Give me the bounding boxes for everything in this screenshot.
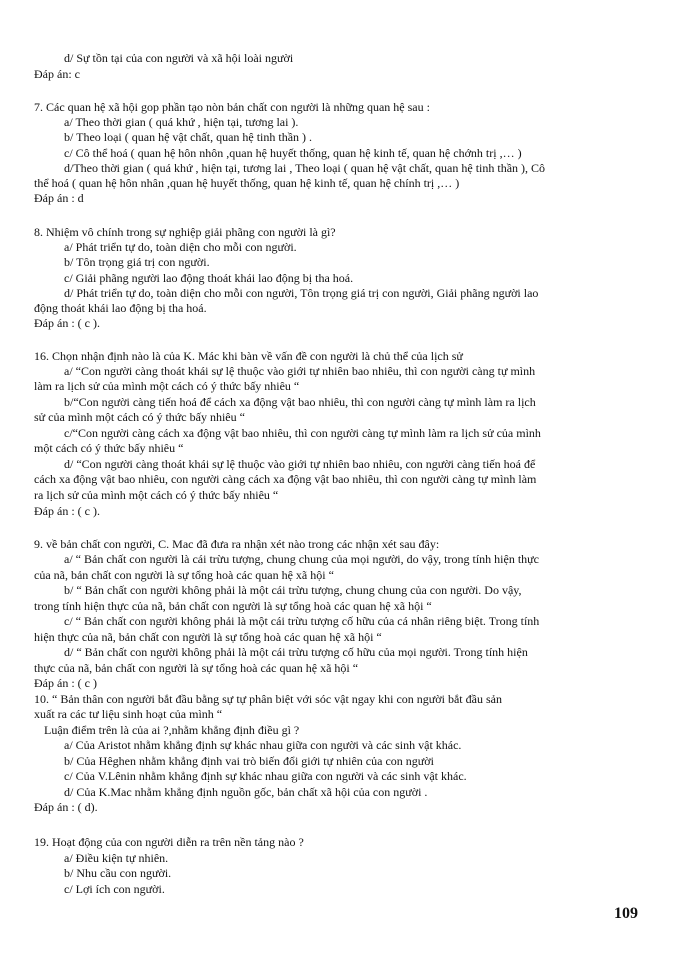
option-d: d/ Phát triển tự do, toàn diện cho mỗi con người, Tôn trọng giá trị con người, Giải phãng người lao: [64, 286, 539, 300]
question-19: 19. Hoạt động của con người diễn ra trên nền tảng nào ?: [34, 835, 304, 849]
option-b-cont: sử của mình một cách có ý thức bấy nhiêu “: [34, 410, 245, 424]
text-line: d/ Sự tồn tại của con người và xã hội loài người: [64, 51, 294, 65]
option-a: a/ Của Aristot nhằm khẳng định sự khác nhau giữa con người và các sinh vật khác.: [64, 738, 462, 752]
option-a: a/ “Con người càng thoát khái sự lệ thuộc vào giới tự nhiên bao nhiêu, thì con người càng tự mình: [64, 364, 536, 378]
answer-line: Đáp án: c: [34, 67, 80, 81]
option-c: c/ Giải phãng người lao động thoát khái lao động bị tha hoá.: [64, 271, 354, 285]
option-b: b/ Theo loại ( quan hệ vật chất, quan hệ tinh thần ) .: [64, 130, 313, 144]
option-d-cont: cách xa động vật bao nhiêu, con người càng cách xa động vật bao nhiêu, thì con người càng tự mình làm: [34, 472, 537, 486]
option-d: d/ “ Bản chất con người không phải là một cái trừu tượng cố hữu của mọi người. Trong tính hiện: [64, 645, 528, 659]
option-c: c/“Con người càng cách xa động vật bao nhiêu, thì con người càng tự mình làm ra lịch sử của mình: [64, 426, 541, 440]
answer-line: Đáp án : ( c ): [34, 676, 97, 690]
question-8: 8. Nhiệm vô chính trong sự nghiệp giải phãng con người là gì?: [34, 225, 336, 239]
option-a-cont: làm ra lịch sử của mình một cách có ý thức bấy nhiêu “: [34, 379, 300, 393]
option-a: a/ “ Bản chất con người là cái trừu tượng, chung chung của mọi người, do vậy, trong tính hiện thực: [64, 552, 540, 566]
page-number: 109: [614, 905, 638, 922]
option-c-cont: một cách có ý thức bấy nhiêu “: [34, 441, 184, 455]
option-a-cont: của nã, bản chất con người là sự tổng hoà các quan hệ xã hội “: [34, 568, 334, 582]
question-10-cont: xuất ra các tư liệu sinh hoạt của mình “: [34, 707, 223, 721]
question-10-prompt: Luận điểm trên là của ai ?,nhằm khẳng định điều gì ?: [44, 723, 300, 737]
answer-line: Đáp án : ( c ).: [34, 316, 100, 330]
option-a: a/ Theo thời gian ( quá khứ , hiện tại, tương lai ).: [64, 115, 299, 129]
option-d: d/ Của K.Mac nhằm khẳng định nguồn gốc, bản chất xã hội của con người .: [64, 785, 428, 799]
question-16: 16. Chọn nhận định nào là của K. Mác khi bàn về vấn đề con người là chủ thể của lịch sử: [34, 349, 463, 363]
option-d: d/Theo thời gian ( quá khứ , hiện tại, tương lai , Theo loại ( quan hệ vật chất, quan hệ tinh thần ), Cô: [64, 161, 546, 175]
option-c-cont: hiện thực của nã, bản chất con người là sự tổng hoà các quan hệ xã hội “: [34, 630, 382, 644]
option-b: b/ Của Hêghen nhằm khẳng định vai trò biến đổi giới tự nhiên của con người: [64, 754, 434, 768]
option-b-cont: trong tính hiện thực của nã, bản chất con người là sự tổng hoà các quan hệ xã hội “: [34, 599, 432, 613]
answer-line: Đáp án : d: [34, 191, 84, 205]
option-d-cont: thực của nã, bản chất con người là sự tổng hoà các quan hệ xã hội “: [34, 661, 359, 675]
option-d-cont: động thoát khái lao động bị tha hoá.: [34, 301, 207, 315]
option-c: c/ Cô thể hoá ( quan hệ hôn nhôn ,quan hệ huyết thống, quan hệ kinh tế, quan hệ chớnh trị ,… ): [64, 146, 522, 160]
question-10: 10. “ Bản thân con người bắt đầu bằng sự tự phân biệt với sóc vật ngay khi con người bắt đầu sản: [34, 692, 502, 706]
option-a: a/ Phát triển tự do, toàn diện cho mỗi con người.: [64, 240, 297, 254]
option-c: c/ Của V.Lênin nhằm khẳng định sự khác nhau giữa con người và các sinh vật khác.: [64, 769, 467, 783]
option-d: d/ “Con người càng thoát khái sự lệ thuộc vào giới tự nhiên bao nhiêu, con người càng tiến hoá để: [64, 457, 536, 471]
option-c: c/ “ Bản chất con người không phải là một cái trừu tượng cố hữu của cá nhân riêng biệt. Trong tính: [64, 614, 540, 628]
question-9: 9. về bản chất con người, C. Mac đã đưa ra nhận xét nào trong các nhận xét sau đây:: [34, 537, 440, 551]
answer-line: Đáp án : ( d).: [34, 800, 98, 814]
option-d-cont: thể hoá ( quan hệ hôn nhân ,quan hệ huyết thống, quan hệ kinh tế, quan hệ chính trị ,… ): [34, 176, 460, 190]
question-7: 7. Các quan hệ xã hội gop phần tạo nòn bản chất con người là những quan hệ sau :: [34, 100, 430, 114]
option-c: c/ Lợi ích con người.: [64, 882, 165, 896]
option-b: b/ “ Bản chất con người không phải là một cái trừu tượng, chung chung của con người. Do vậy,: [64, 583, 522, 597]
answer-line: Đáp án : ( c ).: [34, 504, 100, 518]
option-d-cont: ra lịch sử của mình một cách có ý thức bấy nhiêu “: [34, 488, 279, 502]
option-b: b/“Con người càng tiến hoá để cách xa động vật bao nhiêu, thì con người càng tự mình làm ra lịch: [64, 395, 536, 409]
option-a: a/ Điều kiện tự nhiên.: [64, 851, 169, 865]
option-b: b/ Tôn trọng giá trị con người.: [64, 255, 210, 269]
option-b: b/ Nhu cầu con người.: [64, 866, 172, 880]
